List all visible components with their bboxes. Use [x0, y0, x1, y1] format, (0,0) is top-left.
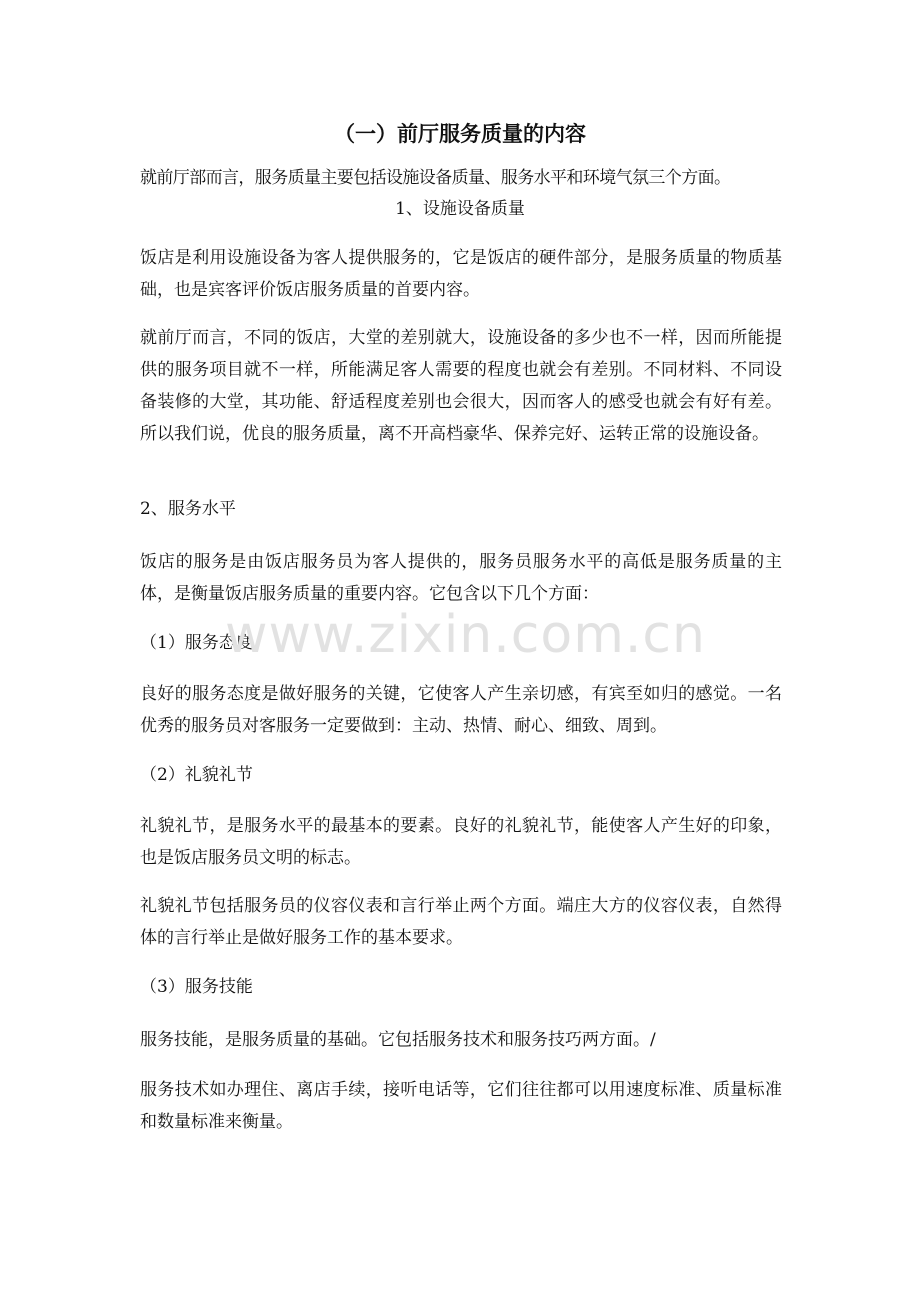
subsection-service-skill-paragraph-2: 服务技术如办理住、离店手续，接听电话等，它们往往都可以用速度标准、质量标准和数量标准来衡量。: [140, 1080, 782, 1132]
subsection-service-attitude-heading: （1）服务态度: [140, 633, 253, 653]
subsection-etiquette-paragraph-2: 礼貌礼节包括服务员的仪容仪表和言行举止两个方面。端庄大方的仪容仪表，自然得体的言行举止是做好服务工作的基本要求。: [140, 896, 782, 948]
section1-paragraph-1: 饭店是利用设施设备为客人提供服务的，它是饭店的硬件部分，是服务质量的物质基础，也是宾客评价饭店服务质量的首要内容。: [140, 248, 782, 300]
section1-heading: 1、设施设备质量: [395, 199, 525, 219]
subsection-service-skill-paragraph-1: 服务技能，是服务质量的基础。它包括服务技术和服务技巧两方面。/: [140, 1030, 656, 1050]
section2-heading: 2、服务水平: [140, 499, 236, 519]
subsection-etiquette-paragraph-1: 礼貌礼节，是服务水平的最基本的要素。良好的礼貌礼节，能使客人产生好的印象，也是饭店服务员文明的标志。: [140, 816, 782, 868]
watermark-text: www.zixin.com.cn: [225, 605, 706, 665]
subsection-etiquette-heading: （2）礼貌礼节: [140, 765, 253, 785]
section2-paragraph-1: 饭店的服务是由饭店服务员为客人提供的，服务员服务水平的高低是服务质量的主体，是衡量饭店服务质量的重要内容。它包含以下几个方面：: [140, 552, 782, 604]
page-title: （一）前厅服务质量的内容: [334, 122, 586, 146]
section1-paragraph-2: 就前厅而言，不同的饭店，大堂的差别就大，设施设备的多少也不一样，因而所能提供的服务项目就不一样，所能满足客人需要的程度也就会有差别。不同材料、不同设备装修的大堂，其功能、舒适程度差别也会很大，因而客人的感受也就会有好有差。所以我们说，优良的服务质量，离不开高档豪华、保养完好、运转正常的设施设备。: [140, 328, 782, 444]
subsection-service-skill-heading: （3）服务技能: [140, 977, 253, 997]
intro-paragraph: 就前厅部而言，服务质量主要包括设施设备质量、服务水平和环境气氛三个方面。: [140, 168, 731, 188]
subsection-service-attitude-paragraph: 良好的服务态度是做好服务的关键，它使客人产生亲切感，有宾至如归的感觉。一名优秀的服务员对客服务一定要做到：主动、热情、耐心、细致、周到。: [140, 684, 782, 736]
